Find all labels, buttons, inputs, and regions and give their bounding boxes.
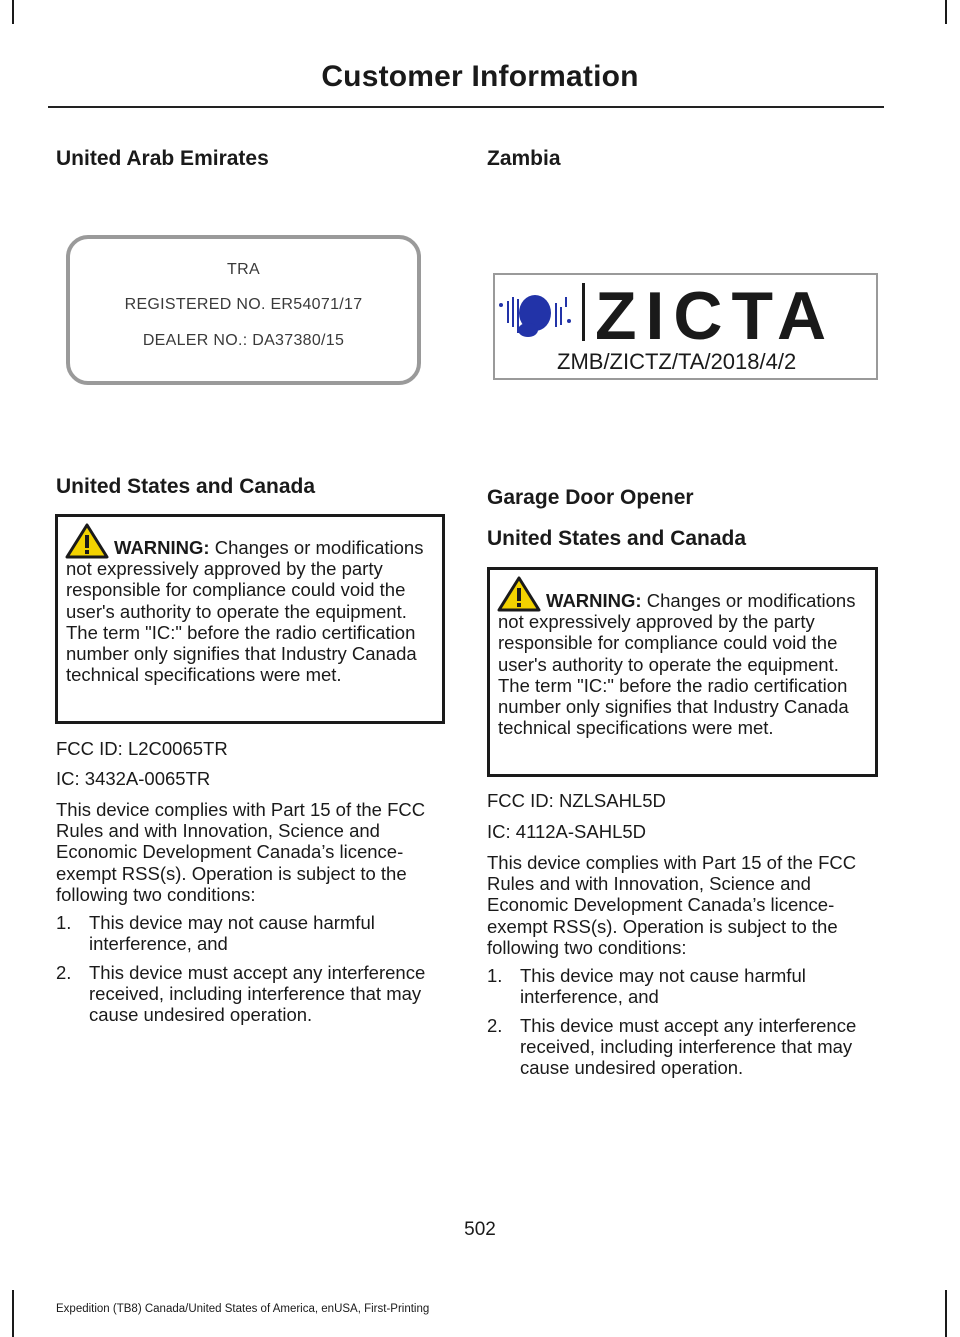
us-canada-heading-left: United States and Canada [56, 475, 316, 498]
zicta-wordmark: ZICTA [595, 278, 836, 354]
warning-box-left [55, 514, 445, 724]
warning-text-right [498, 590, 867, 738]
crop-mark-top-left [12, 0, 14, 24]
document-footer: Expedition (TB8) Canada/United States of America, enUSA, First-Printing [56, 1303, 430, 1315]
tra-label-line1: TRA [227, 261, 260, 278]
title-divider [48, 106, 884, 108]
ic-left: IC: 3432A-0065TR [56, 768, 211, 789]
warning-label: WARNING: [546, 590, 642, 611]
warning-body: Changes or modifications not expressively approved by the party responsible for compliance could void the user's authority to operate the equipment. The term "IC:" before the radio certification number only signifies that Industry Canada technical specifications were met. [498, 590, 856, 739]
list-item [56, 962, 448, 1052]
list-item [487, 1015, 879, 1105]
crop-mark-top-right [945, 0, 947, 24]
ic-right: IC: 4112A-SAHL5D [487, 821, 647, 842]
list-item-number: 1. [56, 912, 72, 933]
fcc-id-right: FCC ID: NZLSAHL5D [487, 790, 666, 811]
crop-mark-bottom-left [12, 1290, 14, 1337]
fcc-id-left: FCC ID: L2C0065TR [56, 738, 228, 759]
compliance-text-right: This device complies with Part 15 of the FCC Rules and with Innovation, Science and Economic Development Canada’s licence-exempt RSS(s). Operation is subject to the following two conditions: [487, 852, 857, 958]
zambia-heading: Zambia [487, 147, 561, 170]
list-item-text: This device must accept any interference received, including interference that may cause undesired operation. [89, 962, 426, 1026]
us-canada-heading-right: United States and Canada [487, 527, 747, 550]
warning-body: Changes or modifications not expressively approved by the party responsible for compliance could void the user's authority to operate the equipment. The term "IC:" before the radio certification number only signifies that Industry Canada technical specifications were met. [66, 537, 424, 686]
garage-door-opener-heading: Garage Door Opener [487, 486, 694, 509]
tra-label-image [66, 235, 421, 385]
list-item-text: This device must accept any interference received, including interference that may cause undesired operation. [520, 1015, 857, 1079]
list-item [56, 912, 448, 956]
tra-label-line2: REGISTERED NO. ER54071/17 [124, 296, 363, 313]
warning-box-right [487, 567, 878, 777]
page-number: 502 [464, 1219, 496, 1240]
list-item-text: This device may not cause harmful interference, and [520, 965, 806, 1008]
uae-heading: United Arab Emirates [56, 147, 269, 170]
zicta-logo-image [493, 273, 878, 380]
list-item [487, 965, 879, 1009]
zicta-number: ZMB/ZICTZ/TA/2018/4/2 [557, 349, 797, 374]
warning-text-left [66, 537, 434, 685]
warning-triangle-icon [65, 523, 109, 559]
warning-triangle-icon [497, 576, 541, 612]
compliance-text-left: This device complies with Part 15 of the FCC Rules and with Innovation, Science and Economic Development Canada’s licence-exempt RSS(s). Operation is subject to the following two conditions: [56, 799, 426, 905]
list-item-text: This device may not cause harmful interference, and [89, 912, 375, 955]
list-item-number: 2. [56, 962, 72, 983]
warning-label: WARNING: [114, 537, 210, 558]
tra-label-line3: DEALER NO.: DA37380/15 [142, 332, 345, 349]
page-title: Customer Information [321, 60, 639, 93]
list-item-number: 2. [487, 1015, 503, 1036]
list-item-number: 1. [487, 965, 503, 986]
crop-mark-bottom-right [945, 1290, 947, 1337]
